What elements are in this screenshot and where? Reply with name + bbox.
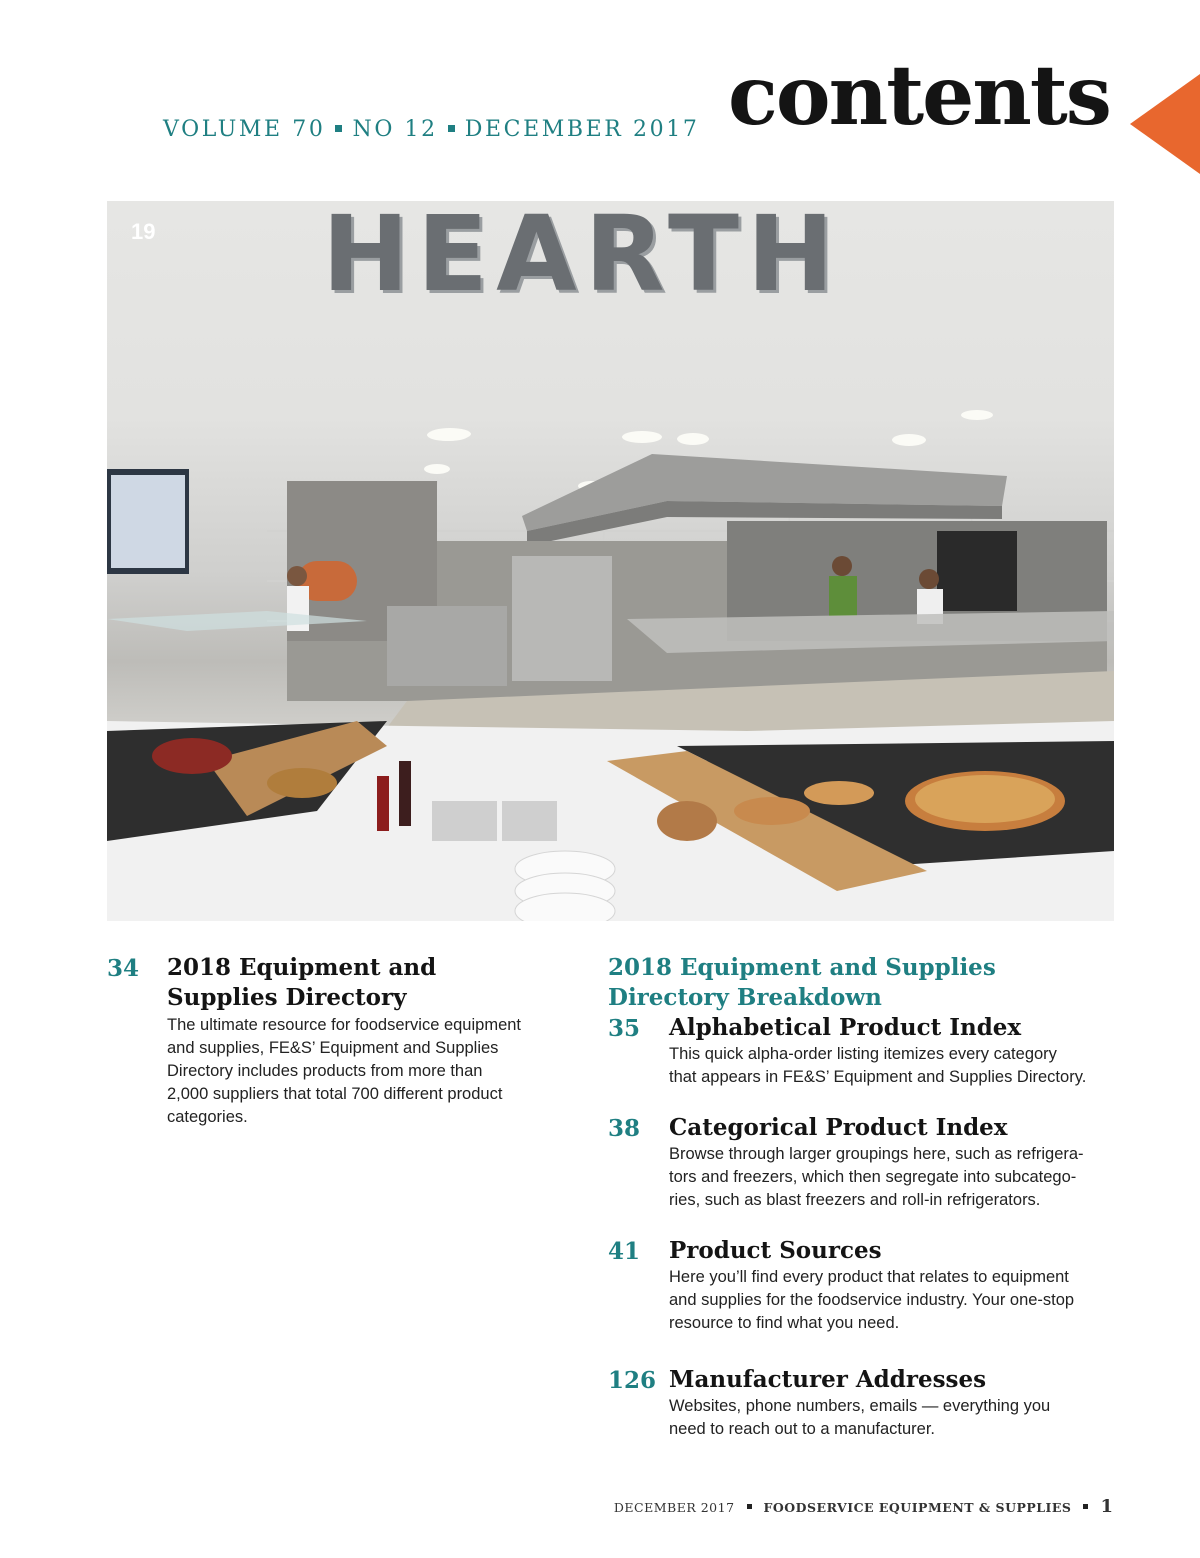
- footer-page-number: 1: [1100, 1496, 1113, 1517]
- entry-title-line: Supplies Directory: [167, 984, 407, 1011]
- entry-page-number: 126: [608, 1367, 657, 1394]
- issue-label: NO 12: [352, 117, 438, 142]
- footer-magazine-name: FOODSERVICE EQUIPMENT & SUPPLIES: [763, 1500, 1072, 1515]
- orange-triangle-marker: [1130, 74, 1200, 174]
- breakdown-heading: [608, 953, 996, 1013]
- page-title: contents: [728, 48, 1110, 144]
- entry-title-line: 2018 Equipment and: [167, 954, 437, 981]
- separator-square: [335, 125, 342, 132]
- entry-page-number: 38: [608, 1115, 641, 1142]
- desc-line: resource to find what you need.: [669, 1314, 900, 1332]
- footer-date: DECEMBER 2017: [613, 1500, 735, 1515]
- desc-line: tors and freezers, which then segregate into subcatego-: [669, 1168, 1077, 1186]
- entry-title: Manufacturer Addresses: [669, 1366, 987, 1393]
- kitchen-photo: [107, 201, 1114, 921]
- entry-page-number: 35: [608, 1015, 641, 1042]
- issue-date: DECEMBER 2017: [464, 117, 700, 142]
- breakdown-heading-line: 2018 Equipment and Supplies: [608, 954, 996, 981]
- entry-page-number: 41: [608, 1238, 641, 1265]
- desc-line: This quick alpha-order listing itemizes every category: [669, 1045, 1057, 1063]
- desc-line: 2,000 suppliers that total 700 different product: [167, 1085, 503, 1103]
- entry-title: [167, 953, 436, 1013]
- desc-line: ries, such as blast freezers and roll-in refrigerators.: [669, 1191, 1041, 1209]
- entry-description: [669, 1143, 1084, 1212]
- entry-title: Categorical Product Index: [669, 1114, 1008, 1141]
- page-footer: [614, 1496, 1113, 1517]
- separator-square: [448, 125, 455, 132]
- entry-description: [669, 1266, 1074, 1335]
- desc-line: and supplies, FE&S’ Equipment and Supplies: [167, 1039, 499, 1057]
- desc-line: that appears in FE&S’ Equipment and Supplies Directory.: [669, 1068, 1087, 1086]
- entry-description: [669, 1043, 1086, 1089]
- issue-line: [163, 117, 699, 142]
- photo-page-number: 19: [131, 219, 156, 244]
- desc-line: and supplies for the foodservice industry. Your one-stop: [669, 1291, 1075, 1309]
- separator-square: [747, 1504, 752, 1509]
- desc-line: Browse through larger groupings here, such as refrigera-: [669, 1145, 1084, 1163]
- volume-label: VOLUME 70: [163, 117, 326, 142]
- entry-description: [167, 1014, 521, 1129]
- desc-line: The ultimate resource for foodservice equipment: [167, 1016, 522, 1034]
- desc-line: categories.: [167, 1108, 248, 1126]
- desc-line: need to reach out to a manufacturer.: [669, 1420, 936, 1438]
- desc-line: Directory includes products from more than: [167, 1062, 483, 1080]
- entry-page-number: 34: [107, 955, 140, 982]
- hearth-sign: HEARTH: [322, 201, 842, 315]
- desc-line: Here you’ll find every product that relates to equipment: [669, 1268, 1069, 1286]
- entry-description: [669, 1395, 1050, 1441]
- entry-title: Alphabetical Product Index: [669, 1014, 1022, 1041]
- breakdown-heading-line: Directory Breakdown: [608, 984, 882, 1011]
- entry-title: Product Sources: [669, 1237, 882, 1264]
- desc-line: Websites, phone numbers, emails — everything you: [669, 1397, 1051, 1415]
- separator-square: [1083, 1504, 1088, 1509]
